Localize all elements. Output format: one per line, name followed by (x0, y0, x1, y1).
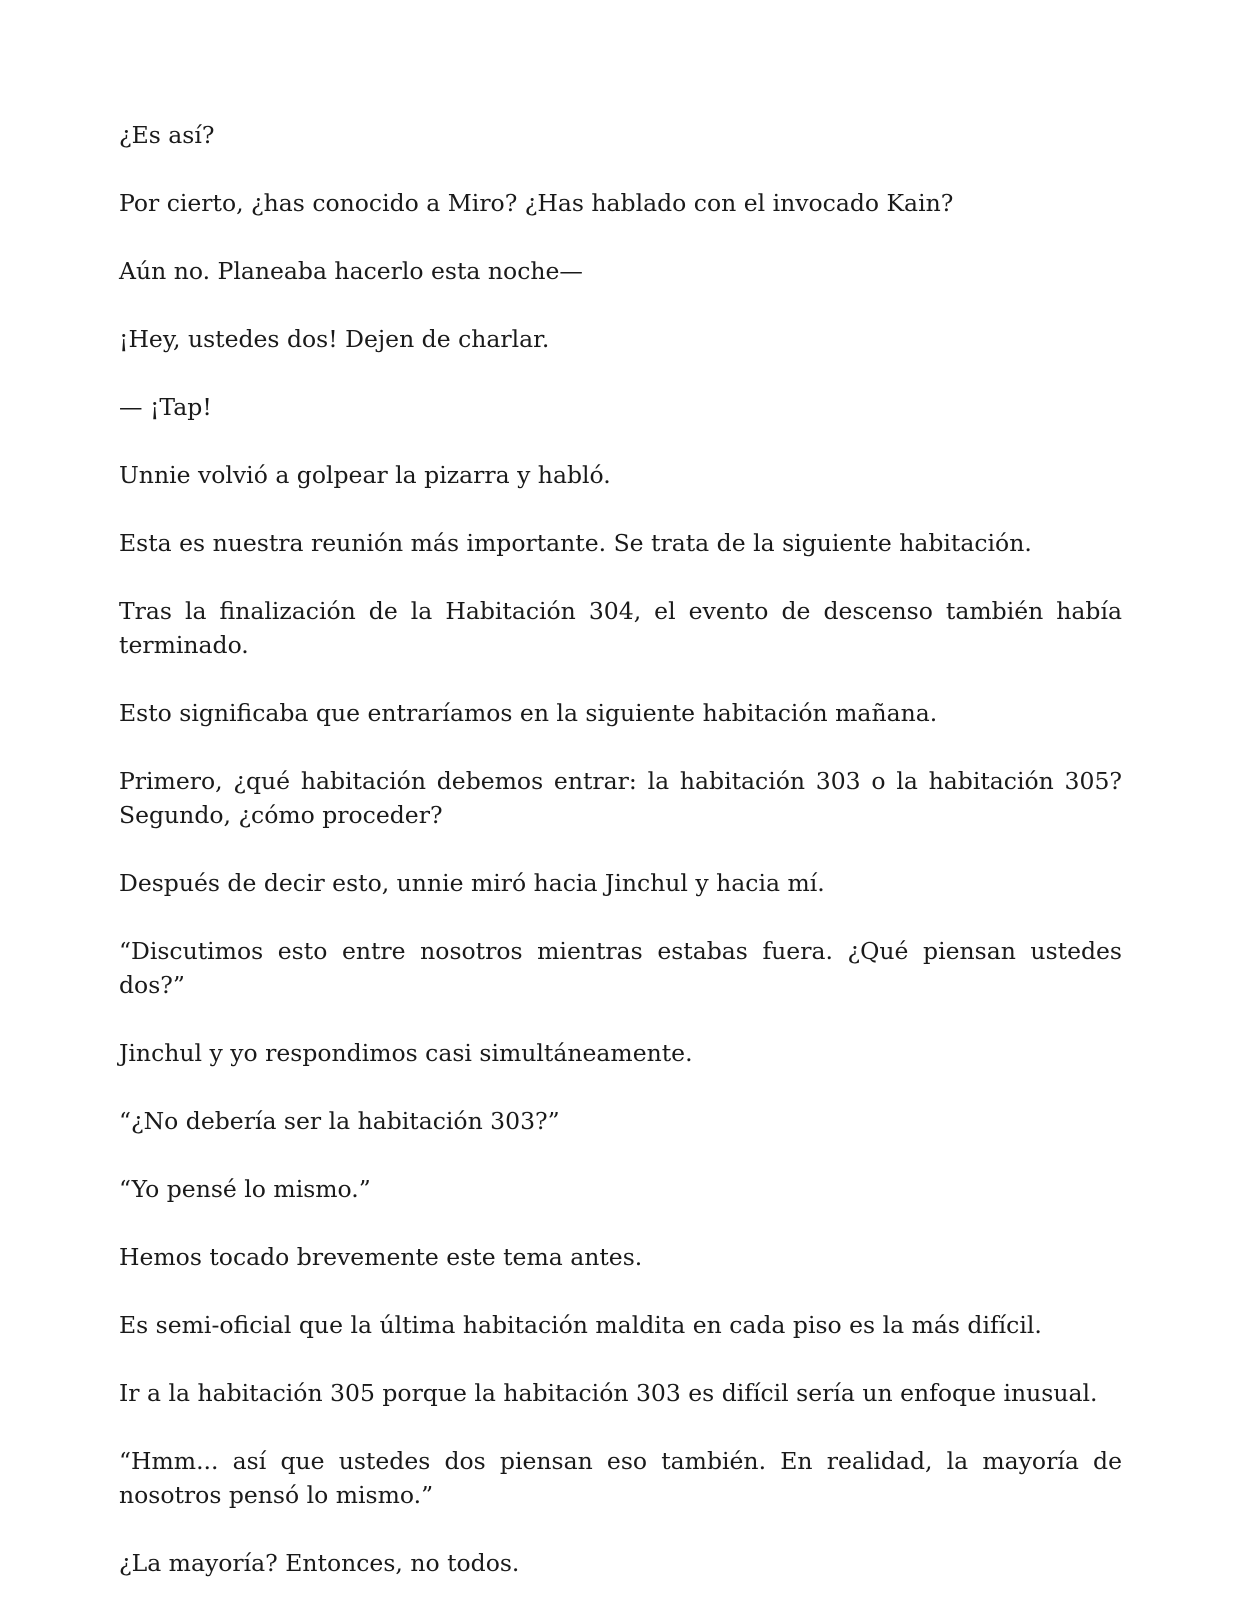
paragraph: ¿Es así? (119, 121, 215, 149)
paragraph: Aún no. Planeaba hacerlo esta noche— (119, 257, 583, 285)
paragraph: Tras la finalización de la Habitación 304, el evento de descenso también había terminado. (119, 597, 1122, 659)
paragraph: “Hmm... así que ustedes dos piensan eso también. En realidad, la mayoría de nosotros pensó lo mismo.” (119, 1447, 1122, 1509)
paragraph: Después de decir esto, unnie miró hacia Jinchul y hacia mí. (119, 869, 825, 897)
paragraph: Esta es nuestra reunión más importante. Se trata de la siguiente habitación. (119, 529, 1032, 557)
paragraph: Jinchul y yo respondimos casi simultáneamente. (119, 1039, 693, 1067)
paragraph: “¿No debería ser la habitación 303?” (119, 1107, 560, 1135)
paragraph: Ir a la habitación 305 porque la habitación 303 es difícil sería un enfoque inusual. (119, 1379, 1098, 1407)
paragraph: Por cierto, ¿has conocido a Miro? ¿Has hablado con el invocado Kain? (119, 189, 954, 217)
document-body (119, 118, 1122, 1580)
paragraph: Primero, ¿qué habitación debemos entrar: la habitación 303 o la habitación 305? Segundo, ¿cómo proceder? (119, 767, 1122, 829)
paragraph: Es semi-oficial que la última habitación maldita en cada piso es la más difícil. (119, 1311, 1042, 1339)
paragraph: ¡Hey, ustedes dos! Dejen de charlar. (119, 325, 550, 353)
paragraph: — ¡Tap! (119, 393, 212, 421)
paragraph: “Discutimos esto entre nosotros mientras estabas fuera. ¿Qué piensan ustedes dos?” (119, 937, 1122, 999)
paragraph: “Yo pensé lo mismo.” (119, 1175, 371, 1203)
paragraph: Esto significaba que entraríamos en la siguiente habitación mañana. (119, 699, 938, 727)
paragraph: Hemos tocado brevemente este tema antes. (119, 1243, 643, 1271)
paragraph: Unnie volvió a golpear la pizarra y habló. (119, 461, 611, 489)
paragraph: ¿La mayoría? Entonces, no todos. (119, 1549, 520, 1577)
